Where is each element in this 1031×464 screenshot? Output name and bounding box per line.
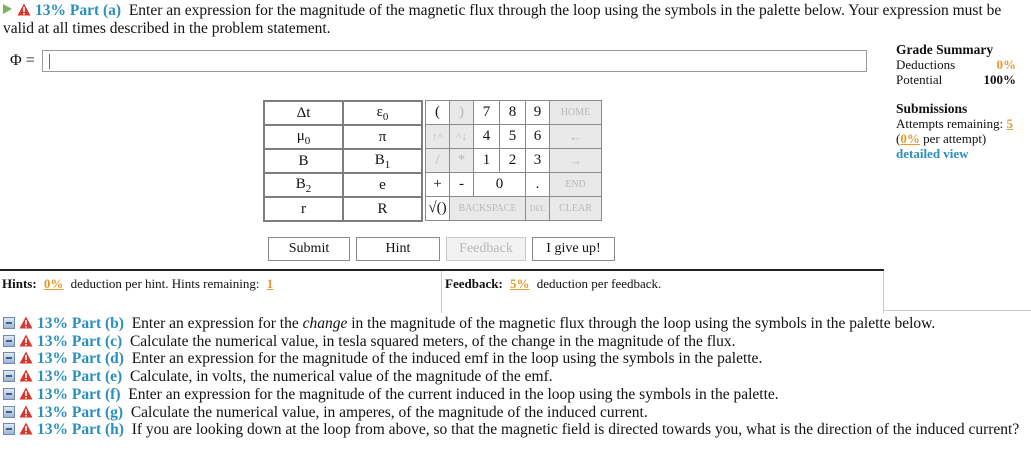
per-attempt-text: per attempt)	[923, 131, 987, 146]
key-minus[interactable]: -	[450, 173, 474, 197]
key-dot[interactable]: .	[526, 173, 550, 197]
feedback-deduction: 5%	[510, 276, 530, 291]
warning-icon	[17, 3, 31, 16]
deductions-label: Deductions	[896, 57, 956, 72]
hints-remaining: 1	[266, 276, 274, 291]
submissions-title: Submissions	[896, 101, 968, 116]
hint-button[interactable]: Hint	[356, 237, 440, 261]
key-3[interactable]: 3	[526, 149, 550, 173]
attempts-label: Attempts remaining:	[896, 116, 1004, 131]
feedback-label: Feedback:	[445, 276, 503, 291]
detailed-view-link[interactable]: detailed view	[896, 146, 969, 161]
key-home: HOME	[550, 101, 602, 125]
deductions-value: 0%	[996, 57, 1016, 72]
feedback-info	[441, 271, 884, 313]
key-left-arrow: ←	[550, 125, 602, 149]
part-a-label: Part (a)	[69, 2, 122, 19]
hint-deduction: 0%	[43, 276, 64, 291]
keypad	[425, 100, 602, 221]
key-1[interactable]: 1	[474, 149, 500, 173]
part-e[interactable]: 13% Part (e) Calculate, in volts, the numerical value of the magnitude of the emf.	[3, 368, 1029, 386]
per-attempt	[896, 131, 1016, 146]
key-7[interactable]: 7	[474, 101, 500, 125]
symbol-r-lower[interactable]: r	[264, 197, 343, 221]
key-divide: /	[426, 149, 450, 173]
expand-icon[interactable]	[3, 406, 15, 418]
warning-icon	[19, 316, 33, 329]
key-clear: CLEAR	[550, 197, 602, 221]
potential-label: Potential	[896, 72, 943, 87]
per-attempt-value: 0%	[900, 131, 920, 146]
key-close-paren: )	[450, 101, 474, 125]
expand-icon[interactable]	[3, 370, 15, 382]
key-9[interactable]: 9	[526, 101, 550, 125]
potential-row	[896, 72, 1016, 87]
key-0[interactable]: 0	[474, 173, 526, 197]
symbol-r-upper[interactable]: R	[343, 197, 422, 221]
part-a-percent: 13%	[35, 2, 66, 19]
key-end: END	[550, 173, 602, 197]
symbol-epsilon-0[interactable]: $\varepsilon_0$	[343, 101, 422, 125]
part-f[interactable]: 13% Part (f) Enter an expression for the magnitude of the current induced in the loop using the symbols in the palette.	[3, 386, 1029, 404]
warning-icon	[19, 369, 33, 382]
symbol-e[interactable]: e	[343, 173, 422, 197]
symbol-mu-0[interactable]: $\mu_0$	[264, 125, 343, 149]
text-caret	[49, 54, 50, 69]
warning-icon	[19, 422, 33, 435]
per-attempt-open: (	[896, 131, 901, 146]
potential-value: 100%	[983, 72, 1016, 87]
warning-icon	[19, 387, 33, 400]
expand-icon[interactable]	[3, 352, 15, 364]
attempts-remaining	[896, 116, 1016, 131]
warning-icon	[19, 334, 33, 347]
answer-label: Φ =	[10, 52, 35, 69]
hints-feedback-bar	[0, 269, 884, 311]
symbol-delta-t[interactable]: Δt	[264, 101, 343, 125]
part-h[interactable]: 13% Part (h) If you are looking down at the loop from above, so that the magnetic field is directed towards you, what is the direction of the induced current?	[3, 421, 1029, 439]
key-backspace: BACKSPACE	[450, 197, 526, 221]
key-plus[interactable]: +	[426, 173, 450, 197]
symbol-b1[interactable]: $B_1$	[343, 149, 422, 173]
hints-info	[2, 276, 277, 292]
submit-button[interactable]: Submit	[268, 237, 350, 261]
key-up-hat: ↑^	[426, 125, 450, 149]
part-b[interactable]: 13% Part (b) Enter an expression for the change in the magnitude of the magnetic flux through the loop using the symbols in the palette below.	[3, 315, 1029, 333]
warning-icon	[19, 405, 33, 418]
key-8[interactable]: 8	[500, 101, 526, 125]
key-del: DEL	[526, 197, 550, 221]
symbol-palette	[263, 100, 423, 222]
attempts-value: 5	[1006, 116, 1013, 131]
answer-input[interactable]	[42, 50, 867, 72]
hints-label: Hints:	[2, 276, 37, 291]
key-open-paren[interactable]: (	[426, 101, 450, 125]
key-multiply: *	[450, 149, 474, 173]
part-g[interactable]: 13% Part (g) Calculate the numerical value, in amperes, of the magnitude of the induced current.	[3, 404, 1029, 422]
feedback-button: Feedback	[446, 237, 526, 261]
key-down-hat: ^↓	[450, 125, 474, 149]
expand-icon[interactable]	[3, 388, 15, 400]
part-a-prompt: Enter an expression for the magnitude of the magnetic flux through the loop using the symbols in the palette below. Your expression must be valid at all times described in the problem statement.	[3, 2, 1002, 37]
key-6[interactable]: 6	[526, 125, 550, 149]
give-up-button[interactable]: I give up!	[532, 237, 615, 261]
part-a-header	[3, 2, 1029, 38]
expand-icon[interactable]	[3, 335, 15, 347]
expand-icon[interactable]	[3, 317, 15, 329]
grade-summary-title: Grade Summary	[896, 42, 994, 57]
warning-icon	[19, 351, 33, 364]
deductions-row	[896, 57, 1016, 72]
part-c[interactable]: 13% Part (c) Calculate the numerical value, in tesla squared meters, of the change in the magnitude of the flux.	[3, 333, 1029, 351]
symbol-b2[interactable]: $B_2$	[264, 173, 343, 197]
expand-icon[interactable]	[3, 423, 15, 435]
key-4[interactable]: 4	[474, 125, 500, 149]
part-d[interactable]: 13% Part (d) Enter an expression for the magnitude of the induced emf in the loop using the symbols in the palette.	[3, 350, 1029, 368]
play-icon[interactable]	[3, 4, 12, 14]
feedback-text: deduction per feedback.	[536, 276, 662, 291]
key-2[interactable]: 2	[500, 149, 526, 173]
key-sqrt[interactable]: √()	[426, 197, 450, 221]
symbol-pi[interactable]: π	[343, 125, 422, 149]
grade-panel-border	[884, 269, 1031, 311]
key-5[interactable]: 5	[500, 125, 526, 149]
parts-list	[3, 315, 1029, 439]
hints-text: deduction per hint. Hints remaining:	[70, 276, 260, 291]
grade-summary	[896, 42, 1016, 161]
key-right-arrow: →	[550, 149, 602, 173]
symbol-b[interactable]: B	[264, 149, 343, 173]
